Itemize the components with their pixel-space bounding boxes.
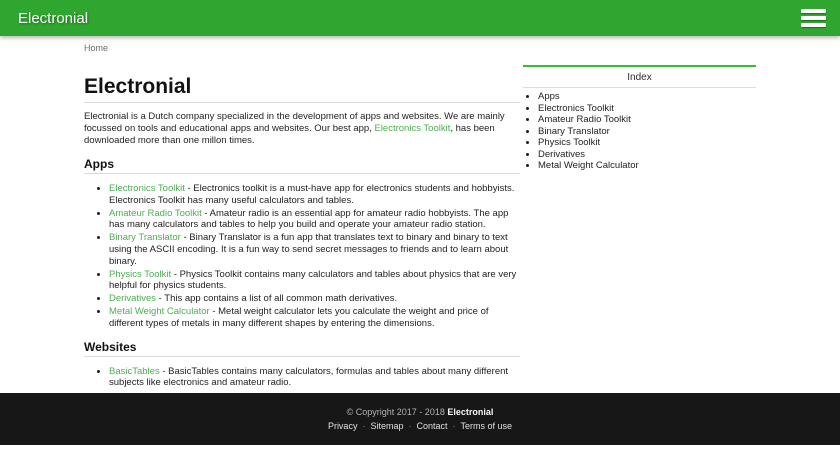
footer-brand: Electronial: [447, 407, 494, 417]
separator-dot: ·: [452, 421, 456, 431]
app-description: - Amateur radio is an essential app for amateur radio hobbyists. The app has many calculators and tables to help you build and operate your amateur radio station.: [109, 207, 509, 231]
app-link-electronics-toolkit[interactable]: Electronics Toolkit: [109, 183, 185, 194]
index-item: [538, 91, 756, 103]
section-heading-apps: Apps: [84, 157, 520, 174]
separator-dot: ·: [362, 421, 366, 431]
website-description: - BasicTables contains many calculators, formulas and tables about many different subjects like electronics and amateur radio.: [109, 365, 509, 389]
main-content: [84, 53, 520, 390]
website-link-basictables[interactable]: BasicTables: [109, 365, 160, 377]
app-link-binary-translator[interactable]: Binary Translator: [109, 232, 181, 244]
footer-link-privacy[interactable]: Privacy: [327, 421, 358, 431]
page-title: Electronial: [84, 75, 520, 103]
index-link-physics-toolkit[interactable]: Physics Toolkit: [538, 137, 601, 148]
hamburger-bar: [801, 16, 826, 20]
index-box: [523, 65, 756, 172]
index-title: Index: [523, 67, 756, 88]
app-list-item: [109, 306, 520, 330]
intro-paragraph: [84, 111, 520, 147]
index-item: [538, 160, 756, 172]
index-link-binary-translator[interactable]: Binary Translator: [538, 125, 610, 137]
app-header: [0, 0, 840, 36]
app-description: - Electronics toolkit is a must-have app for electronics students and hobbyists. Electronics Toolkit has many useful calculators and tables.: [109, 183, 515, 206]
brand-logo[interactable]: Electronial: [18, 9, 89, 27]
index-link-amateur-radio-toolkit[interactable]: Amateur Radio Toolkit: [538, 114, 631, 125]
app-link-metal-weight-calculator[interactable]: Metal Weight Calculator: [109, 305, 210, 317]
app-list-item: [109, 293, 520, 305]
separator-dot: ·: [408, 421, 412, 431]
footer-links: [323, 421, 517, 431]
intro-text-before: Electronial is a Dutch company specialized in the development of apps and websites. We are mainly focussed on tools and educational apps and websites. Our best app,: [84, 111, 505, 134]
app-link-physics-toolkit[interactable]: Physics Toolkit: [109, 268, 172, 280]
apps-list: [84, 183, 520, 330]
website-list-item: [109, 366, 520, 390]
index-list: [523, 91, 756, 172]
app-description: - This app contains a list of all common math derivatives.: [156, 293, 398, 305]
index-sidebar: [520, 53, 756, 172]
copyright-text: © Copyright 2017 - 2018: [346, 407, 448, 417]
app-list-item: [109, 232, 520, 267]
app-list-item: [109, 269, 520, 293]
app-description: - Physics Toolkit contains many calculators and tables about physics that are very helpful for physics students.: [109, 268, 517, 292]
intro-text-after: , has been downloaded more than one millon times.: [84, 123, 495, 146]
app-list-item: [109, 208, 520, 232]
page-footer: [0, 393, 840, 445]
index-item: [538, 137, 756, 149]
footer-link-terms[interactable]: Terms of use: [460, 421, 513, 431]
index-item: [538, 103, 756, 115]
index-link-apps[interactable]: Apps: [538, 91, 560, 102]
page-body: [0, 36, 840, 390]
index-link-electronics-toolkit[interactable]: Electronics Toolkit: [538, 102, 614, 114]
breadcrumb-home-link[interactable]: Home: [84, 43, 109, 53]
breadcrumb: [84, 36, 756, 53]
section-heading-websites: Websites: [84, 340, 520, 357]
hamburger-menu-icon[interactable]: [801, 7, 826, 29]
footer-link-sitemap[interactable]: Sitemap: [370, 421, 404, 431]
app-link-amateur-radio-toolkit[interactable]: Amateur Radio Toolkit: [109, 207, 202, 219]
index-link-derivatives[interactable]: Derivatives: [538, 148, 585, 160]
footer-link-contact[interactable]: Contact: [416, 421, 448, 431]
app-description: - Metal weight calculator lets you calculate the weight and price of different types of metals in many different shapes by entering the dimensions.: [109, 305, 489, 329]
websites-list: [84, 366, 520, 390]
app-list-item: [109, 183, 520, 207]
app-description: - Binary Translator is a fun app that translates text to binary and binary to text using the ASCII encoding. It is a fun way to send secret messages to friends and to learn about binary.: [109, 232, 509, 267]
index-item: [538, 126, 756, 138]
index-item: [538, 114, 756, 126]
index-link-metal-weight-calculator[interactable]: Metal Weight Calculator: [538, 160, 639, 171]
hamburger-bar: [801, 23, 826, 27]
app-link-derivatives[interactable]: Derivatives: [109, 293, 156, 305]
electronics-toolkit-inline-link[interactable]: Electronics Toolkit: [374, 123, 451, 134]
hamburger-bar: [801, 9, 826, 13]
index-item: [538, 149, 756, 161]
copyright: [347, 407, 494, 417]
